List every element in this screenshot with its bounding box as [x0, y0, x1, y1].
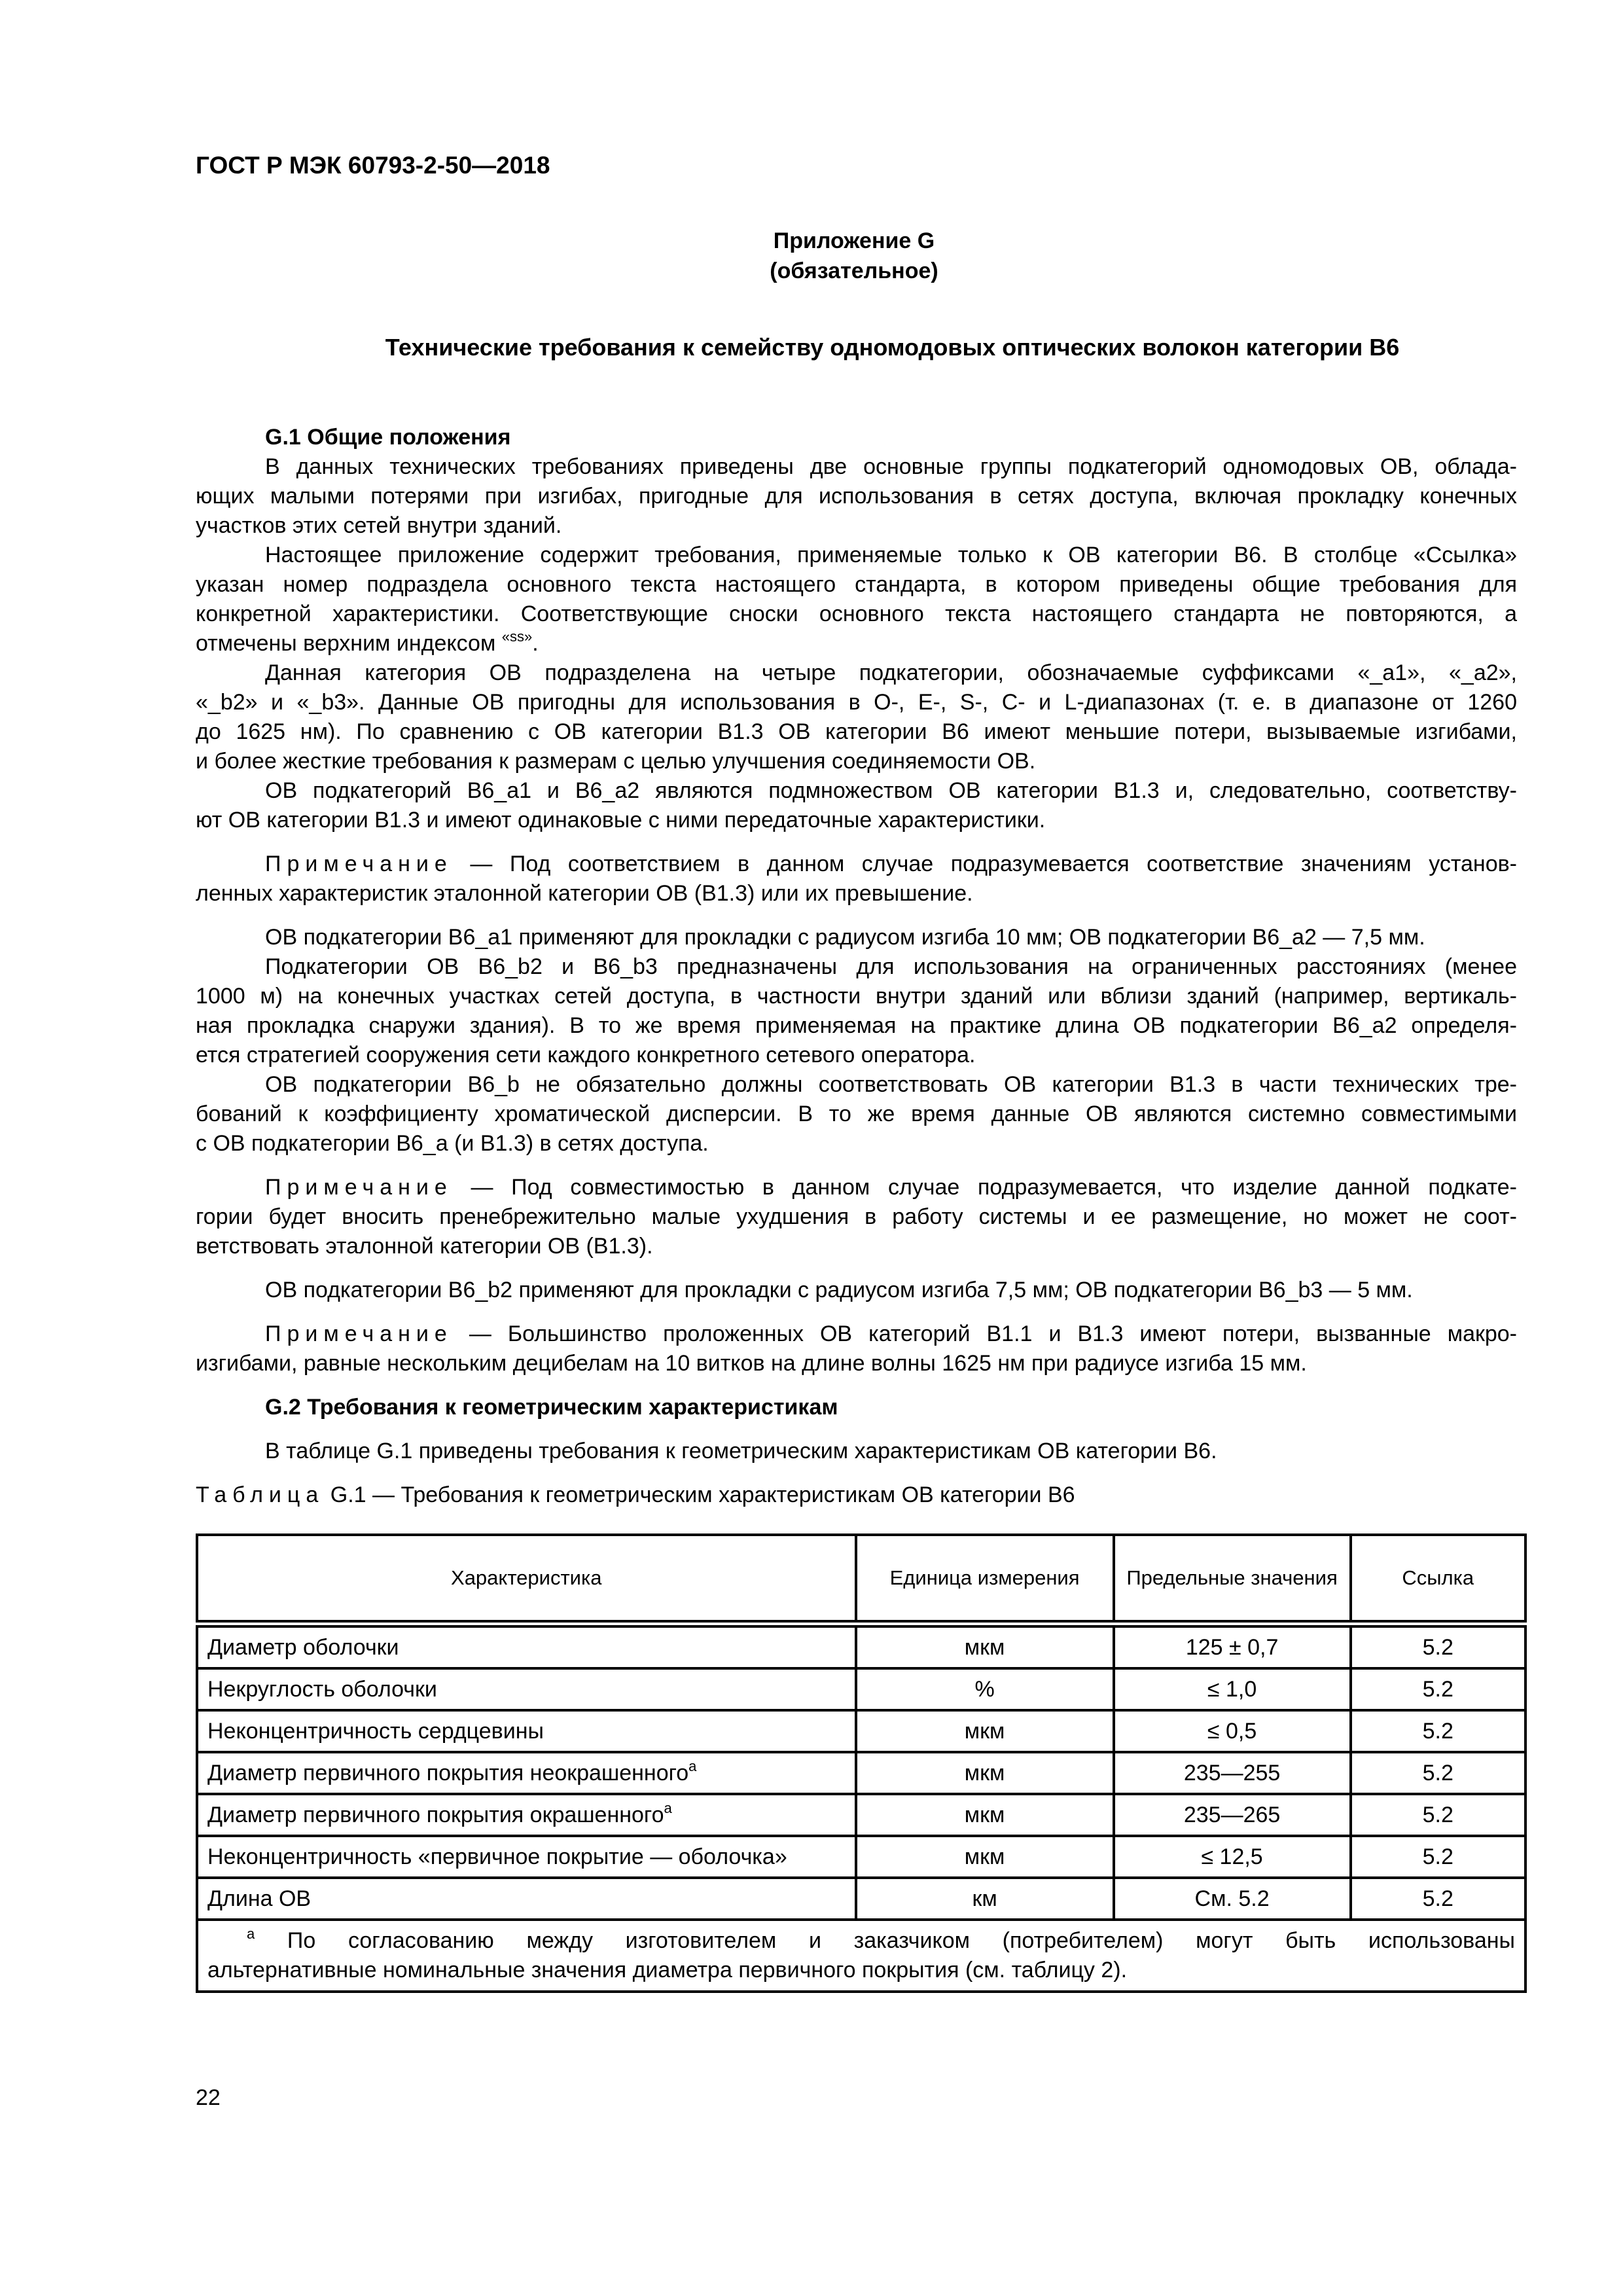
text-line: [196, 1276, 1517, 1305]
text-line: [196, 1129, 1517, 1158]
paragraph: [196, 1437, 1517, 1466]
line-text: ветствовать эталонной категории ОВ (B1.3).: [196, 1234, 653, 1259]
table-caption: [196, 1480, 1517, 1510]
line-text: ленных характеристик эталонной категории ОВ (B1.3) или их превышение.: [196, 881, 973, 906]
paragraph: [196, 1276, 1517, 1305]
table-header-row: [197, 1535, 1525, 1624]
note-label: Примечание: [265, 852, 453, 876]
table-g1: [196, 1534, 1527, 1993]
line-text: Данная категория ОВ подразделена на четыре подкатегории, обозначаемые суффиксами «_a1», «_a2»,: [265, 660, 1517, 685]
limit-value-cell: См. 5.2: [1114, 1878, 1351, 1920]
footnote-mark: a: [664, 1799, 672, 1816]
table-footnote-row: [197, 1920, 1525, 1992]
line-text: изгибами, равные нескольким децибелам на 10 витков на длине волны 1625 нм при радиусе изгиба 15 мм.: [196, 1351, 1307, 1376]
characteristic-cell: [197, 1752, 856, 1794]
line-text: — Под соответствием в данном случае подразумевается соответствие значениям установ-: [452, 852, 1517, 876]
table-row: [197, 1752, 1525, 1794]
text-line: [196, 688, 1517, 717]
line-text: ОВ подкатегории B6_b2 применяют для прокладки с радиусом изгиба 7,5 мм; ОВ подкатегории B6_b3 — 5 мм.: [265, 1278, 1413, 1302]
characteristic-cell: [197, 1794, 856, 1836]
reference-cell: 5.2: [1351, 1710, 1526, 1752]
line-text: участков этих сетей внутри зданий.: [196, 513, 562, 538]
document-code-header: ГОСТ Р МЭК 60793-2-50—2018: [196, 152, 550, 179]
column-header-2: Предельные значения: [1114, 1535, 1351, 1624]
text-line: [196, 923, 1517, 952]
unit-cell: мкм: [856, 1836, 1114, 1878]
text-line: [196, 658, 1517, 688]
line-text: ОВ подкатегории B6_b не обязательно должны соответствовать ОВ категории B1.3 в части технических тре-: [265, 1072, 1517, 1097]
characteristic-name: Неконцентричность сердцевины: [207, 1718, 544, 1744]
line-text: ная прокладка снаружи здания). В то же время применяемая на практике длина ОВ подкатегории B6_a2 определя-: [196, 1013, 1517, 1038]
characteristic-cell: [197, 1878, 856, 1920]
line-text: до 1625 нм). По сравнению с ОВ категории B1.3 ОВ категории В6 имеют меньшие потери, вызываемые изгибами,: [196, 719, 1517, 744]
column-header-1: Единица измерения: [856, 1535, 1114, 1624]
text-line: [196, 806, 1517, 835]
table-header: [197, 1535, 1525, 1624]
limit-value-cell: 125 ± 0,7: [1114, 1624, 1351, 1668]
column-header-0: Характеристика: [197, 1535, 856, 1624]
characteristic-name: Диаметр оболочки: [207, 1634, 399, 1660]
text-line: [196, 747, 1517, 776]
line-text: и более жесткие требования к размерам с целью улучшения соединяемости ОВ.: [196, 749, 1036, 774]
line-text: Настоящее приложение содержит требования, применяемые только к ОВ категории В6. В столбце «Ссылка»: [265, 543, 1517, 567]
text-line: [196, 511, 1517, 541]
column-header-3: Ссылка: [1351, 1535, 1526, 1624]
text-line: [196, 541, 1517, 570]
line-text: с ОВ подкатегории B6_a (и B1.3) в сетях доступа.: [196, 1131, 709, 1156]
line-text: гории будет вносить пренебрежительно малые ухудшения в работу системы и ее размещение, но может не соот-: [196, 1204, 1517, 1229]
limit-value-cell: 235—255: [1114, 1752, 1351, 1794]
paragraph: [196, 658, 1517, 776]
note: [196, 850, 1517, 908]
reference-cell: 5.2: [1351, 1878, 1526, 1920]
text-line: [196, 570, 1517, 600]
text-line: [196, 600, 1517, 629]
note: [196, 1173, 1517, 1261]
characteristic-name: Длина ОВ: [207, 1886, 312, 1911]
line-text: бований к коэффициенту хроматической дисперсии. В то же время данные ОВ являются системно совместимыми: [196, 1102, 1517, 1126]
text-line: [196, 1319, 1517, 1349]
text-line: [196, 1100, 1517, 1129]
text-line: [196, 850, 1517, 879]
paragraph: [196, 776, 1517, 835]
characteristic-name: Некруглость оболочки: [207, 1676, 437, 1702]
line-text: ют ОВ категории B1.3 и имеют одинаковые с ними передаточные характеристики.: [196, 808, 1046, 833]
table-row: [197, 1624, 1525, 1668]
line-text: — Большинство проложенных ОВ категорий B1.1 и B1.3 имеют потери, вызванные макро-: [452, 1321, 1517, 1346]
table-body: [197, 1624, 1525, 1992]
table-caption-label: Таблица: [196, 1482, 325, 1507]
reference-cell: 5.2: [1351, 1836, 1526, 1878]
text-line: [196, 1202, 1517, 1232]
unit-cell: мкм: [856, 1752, 1114, 1794]
characteristic-cell: [197, 1710, 856, 1752]
text-line: [196, 879, 1517, 908]
table-row: [197, 1794, 1525, 1836]
note: [196, 1319, 1517, 1378]
line-text: 1000 м) на конечных участках сетей доступа, в частности внутри зданий или вблизи зданий (например, вертикаль-: [196, 984, 1517, 1009]
characteristic-cell: [197, 1624, 856, 1668]
text-line: [196, 776, 1517, 806]
line-text: «_b2» и «_b3». Данные ОВ пригодны для использования в O-, E-, S-, C- и L-диапазонах (т. е. в диапазоне от 1260: [196, 690, 1517, 715]
text-line: [196, 952, 1517, 982]
line-text: отмечены верхним индексом: [196, 631, 502, 656]
line-text: Подкатегории ОВ B6_b2 и B6_b3 предназначены для использования на ограниченных расстояниях (менее: [265, 954, 1517, 979]
table-footnote: [197, 1920, 1525, 1992]
footnote-mark: a: [247, 1926, 255, 1942]
characteristic-cell: [197, 1668, 856, 1710]
appendix-title: Технические требования к семейству одномодовых оптических волокон категории В6: [385, 334, 1400, 361]
section-heading: G.1 Общие положения: [265, 425, 511, 450]
limit-value-cell: ≤ 12,5: [1114, 1836, 1351, 1878]
reference-cell: 5.2: [1351, 1752, 1526, 1794]
paragraph: [196, 923, 1517, 952]
line-text: ОВ подкатегории B6_a1 применяют для прокладки с радиусом изгиба 10 мм; ОВ подкатегории B6_a2 — 7,5 мм.: [265, 925, 1425, 950]
line-text: ющих малыми потерями при изгибах, пригодные для использования в сетях доступа, включая прокладку конечных: [196, 484, 1517, 509]
text-line: [196, 1349, 1517, 1378]
reference-cell: 5.2: [1351, 1624, 1526, 1668]
paragraph: [196, 452, 1517, 541]
limit-value-cell: ≤ 0,5: [1114, 1710, 1351, 1752]
text-line: [196, 1041, 1517, 1070]
line-text: ОВ подкатегорий B6_a1 и B6_a2 являются подмножеством ОВ категории B1.3 и, следовательно, соответству-: [265, 778, 1517, 803]
characteristic-name: Диаметр первичного покрытия неокрашенного: [207, 1760, 689, 1785]
text-line: [196, 982, 1517, 1011]
footnote-text: По согласованию между изготовителем и заказчиком (потребителем) могут быть использованы: [255, 1928, 1515, 1953]
footnote-text: альтернативные номинальные значения диаметра первичного покрытия (см. таблицу 2).: [207, 1958, 1128, 1982]
superscript-index: «ss»: [501, 628, 533, 645]
document-body: [196, 423, 1517, 1993]
line-text: — Под совместимостью в данном случае подразумевается, что изделие данной подкате-: [452, 1175, 1517, 1200]
text-line: [196, 1232, 1517, 1261]
footnote-line: [207, 1926, 1515, 1956]
line-text: указан номер подраздела основного текста настоящего стандарта, в котором приведены общие требования для: [196, 572, 1517, 597]
appendix-heading: [0, 226, 1623, 286]
appendix-status: (обязательное): [770, 259, 938, 283]
line-text: В данных технических требованиях приведены две основные группы подкатегорий одномодовых ОВ, облада-: [265, 454, 1517, 479]
unit-cell: мкм: [856, 1794, 1114, 1836]
limit-value-cell: 235—265: [1114, 1794, 1351, 1836]
section-heading: G.2 Требования к геометрическим характеристикам: [265, 1395, 838, 1420]
reference-cell: 5.2: [1351, 1668, 1526, 1710]
table-caption-text: G.1 — Требования к геометрическим характеристикам ОВ категории В6: [324, 1482, 1075, 1507]
table-row: [197, 1668, 1525, 1710]
table-row: [197, 1836, 1525, 1878]
text-line: [196, 717, 1517, 747]
paragraph: [196, 952, 1517, 1070]
unit-cell: %: [856, 1668, 1114, 1710]
limit-value-cell: ≤ 1,0: [1114, 1668, 1351, 1710]
text-line: [196, 1070, 1517, 1100]
footnote-mark: a: [688, 1757, 697, 1774]
note-label: Примечание: [265, 1175, 453, 1200]
unit-cell: км: [856, 1878, 1114, 1920]
line-text: В таблице G.1 приведены требования к геометрическим характеристикам ОВ категории В6.: [265, 1439, 1217, 1463]
footnote-line: [207, 1956, 1515, 1985]
characteristic-cell: [197, 1836, 856, 1878]
text-line: [196, 482, 1517, 511]
page-number: 22: [196, 2085, 221, 2110]
appendix-label: Приложение G: [773, 228, 935, 253]
reference-cell: 5.2: [1351, 1794, 1526, 1836]
text-line: [196, 1173, 1517, 1202]
characteristic-name: Неконцентричность «первичное покрытие — оболочка»: [207, 1844, 787, 1869]
note-label: Примечание: [265, 1321, 453, 1346]
paragraph: [196, 541, 1517, 658]
paragraph: [196, 1070, 1517, 1158]
table-row: [197, 1878, 1525, 1920]
line-text: ется стратегией сооружения сети каждого конкретного сетевого оператора.: [196, 1043, 976, 1067]
text-line: [196, 629, 1517, 658]
line-text: конкретной характеристики. Соответствующие сноски основного текста настоящего стандарта не повторяются, а: [196, 601, 1517, 626]
text-line: [196, 1437, 1517, 1466]
line-text: .: [532, 631, 539, 656]
text-line: [196, 452, 1517, 482]
unit-cell: мкм: [856, 1624, 1114, 1668]
table-row: [197, 1710, 1525, 1752]
characteristic-name: Диаметр первичного покрытия окрашенного: [207, 1802, 664, 1827]
text-line: [196, 1011, 1517, 1041]
unit-cell: мкм: [856, 1710, 1114, 1752]
